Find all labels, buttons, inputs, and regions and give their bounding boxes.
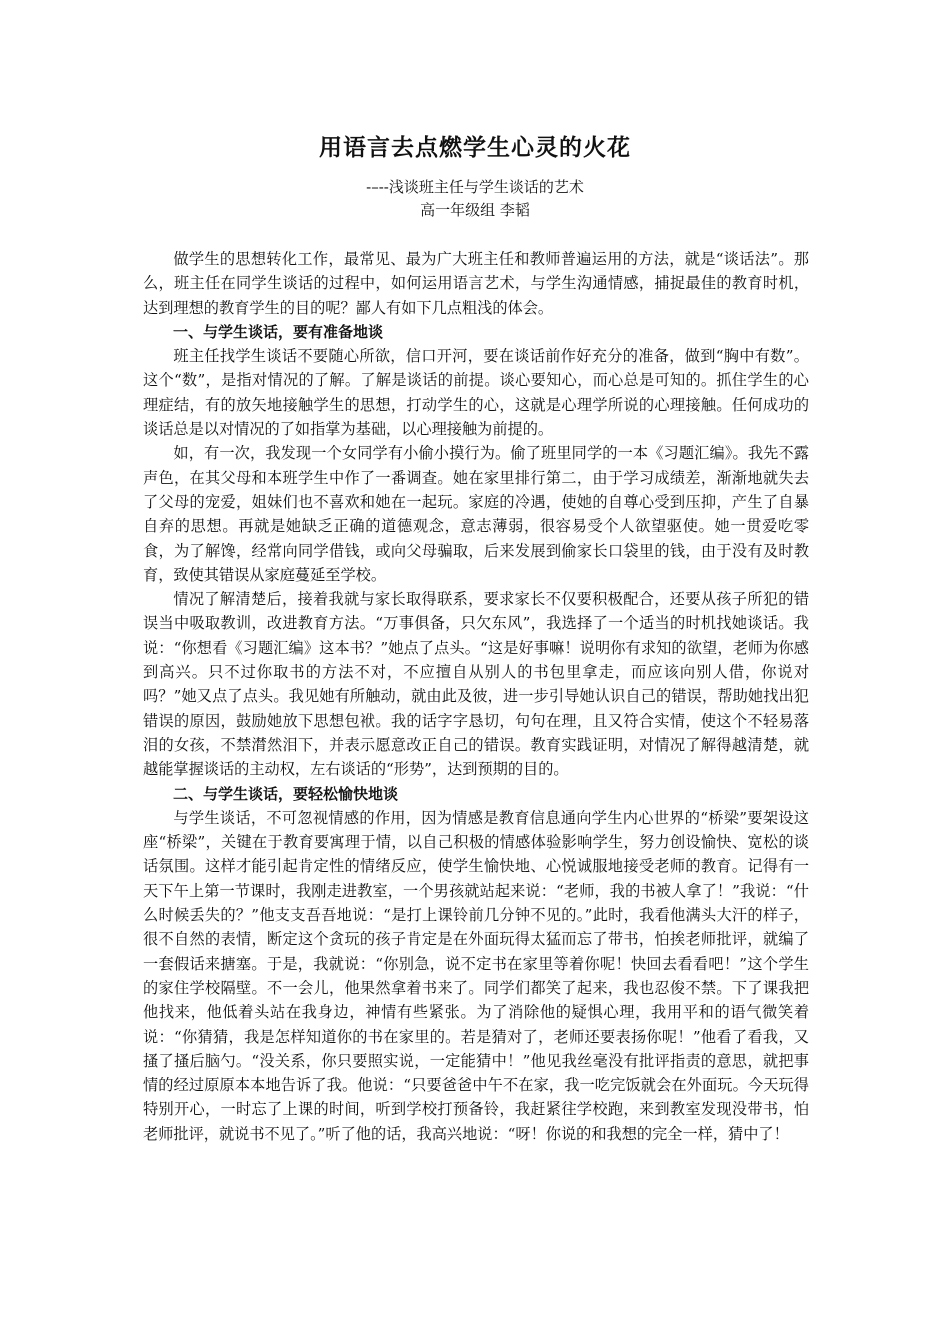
document-author: 高一年级组 李韬 (420, 201, 530, 219)
section-heading: 二、与学生谈话，要轻松愉快地谈 (173, 784, 399, 803)
paragraph: 班主任找学生谈话不要随心所欲，信口开河，要在谈话前作好充分的准备，做到“胸中有数”。这个“数”，是指对情况的了解。了解是谈话的前提。谈心要知心，而心总是可知的。抓住学生的心理症结，有的放矢地接触学生的思想，打动学生的心，这就是心理学所说的心理接触。任何成功的谈话总是以对情况的了如指掌为基础，以心理接触为前提的。 (143, 347, 809, 439)
paragraph: 情况了解清楚后，接着我就与家长取得联系，要求家长不仅要积极配合，还要从孩子所犯的错误当中吸取教训，改进教育方法。“万事俱备，只欠东风”，我选择了一个适当的时机找她谈话。我说：“你想看《习题汇编》这本书？”她点了点头。“这是好事嘛！说明你有求知的欲望，老师为你感到高兴。只不过你取书的方法不对，不应擅自从别人的书包里拿走，而应该向别人借，你说对吗？”她又点了点头。我见她有所触动，就由此及彼，进一步引导她认识自己的错误，帮助她找出犯错误的原因，鼓励她放下思想包袱。我的话字字恳切，句句在理，且又符合实情，使这个不轻易落泪的女孩，不禁潸然泪下，并表示愿意改正自己的错误。教育实践证明，对情况了解得越清楚，就越能掌握谈话的主动权，左右谈话的“形势”，达到预期的目的。 (143, 590, 809, 779)
paragraph: 如，有一次，我发现一个女同学有小偷小摸行为。偷了班里同学的一本《习题汇编》。我先不露声色，在其父母和本班学生中作了一番调查。她在家里排行第二，由于学习成绩差，渐渐地就失去了父母的宠爱，姐妹们也不喜欢和她在一起玩。家庭的冷遇，使她的自尊心受到压抑，产生了自暴自弃的思想。再就是她缺乏正确的道德观念，意志薄弱，很容易受个人欲望驱使。她一贯爱吃零食，为了解馋，经常向同学借钱，或向父母骗取，后来发展到偷家长口袋里的钱，由于没有及时教育，致使其错误从家庭蔓延至学校。 (143, 444, 809, 584)
document-title: 用语言去点燃学生心灵的火花 (319, 135, 631, 161)
paragraph: 做学生的思想转化工作，最常见、最为广大班主任和教师普遍运用的方法，就是“谈话法”。那么，班主任在同学生谈话的过程中，如何运用语言艺术，与学生沟通情感，捕捉最佳的教育时机，达到理想的教育学生的目的呢？鄙人有如下几点粗浅的体会。 (143, 250, 809, 317)
paragraph: 与学生谈话，不可忽视情感的作用，因为情感是教育信息通向学生内心世界的“桥梁”要架设这座“桥梁”，关键在于教育要寓理于情，以自己积极的情感体验影响学生，努力创设愉快、宽松的谈话氛围。这样才能引起肯定性的情绪反应，使学生愉快地、心悦诚服地接受老师的教育。记得有一天下午上第一节课时，我刚走进教室，一个男孩就站起来说：“老师，我的书被人拿了！”我说：“什么时候丢失的？”他支支吾吾地说：“是打上课铃前几分钟不见的。”此时，我看他满头大汗的样子，很不自然的表情，断定这个贪玩的孩子肯定是在外面玩得太猛而忘了带书，怕挨老师批评，就编了一套假话来搪塞。于是，我就说：“你别急，说不定书在家里等着你呢！快回去看看吧！”这个学生的家住学校隔壁。不一会儿，他果然拿着书来了。同学们都笑了起来，我也忍俊不禁。下了课我把他找来，他低着头站在我身边，神情有些紧张。为了消除他的疑惧心理，我用平和的语气微笑着说：“你猜猜，我是怎样知道你的书在家里的。若是猜对了，老师还要表扬你呢！”他看了看我，又搔了搔后脑勺。“没关系，你只要照实说，一定能猜中！”他见我丝毫没有批评指责的意思，就把事情的经过原原本本地告诉了我。他说：“只要爸爸中午不在家，我一吃完饭就会在外面玩。今天玩得特别开心，一时忘了上课的时间，听到学校打预备铃，我赶紧往学校跑，来到教室发现没带书，怕老师批评，就说书不见了。”听了他的话，我高兴地说：“呀！你说的和我想的完全一样，猜中了！ (143, 808, 809, 1143)
document-subtitle: -–--浅谈班主任与学生谈话的艺术 (366, 178, 584, 196)
section-heading: 一、与学生谈话，要有准备地谈 (173, 322, 384, 341)
document-body (143, 247, 809, 1146)
